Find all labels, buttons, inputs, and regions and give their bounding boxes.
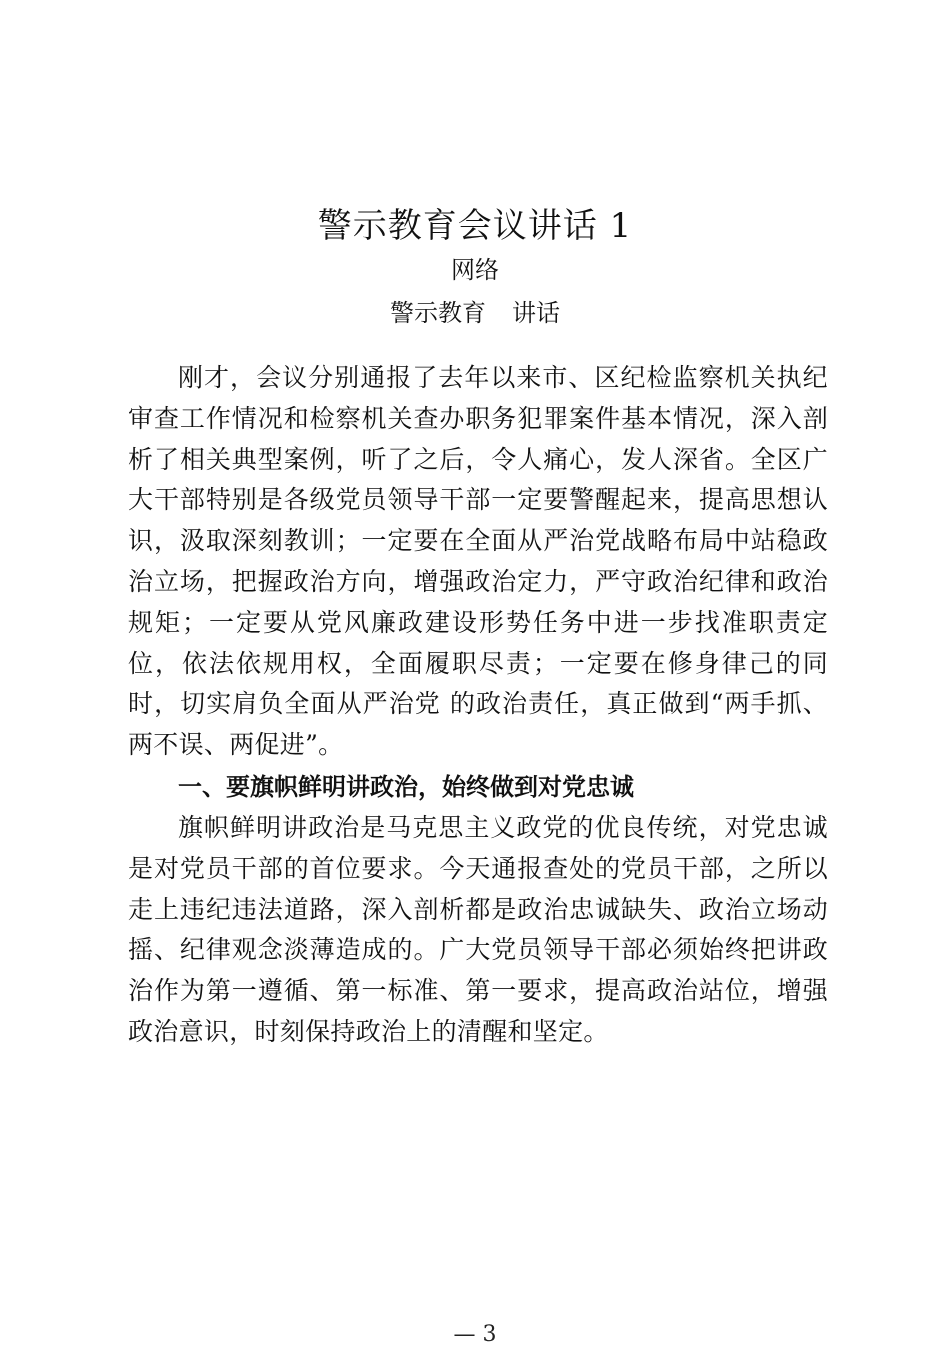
document-author: 网络 <box>451 256 499 284</box>
section-heading: 一、要旗帜鲜明讲政治，始终做到对党忠诚 <box>178 772 634 801</box>
body-paragraph: 刚才，会议分别通报了去年以来市、区纪检监察机关执纪审查工作情况和检察机关查办职务犯罪案件基本情况，深入剖析了相关典型案例，听了之后，令人痛心，发人深省。全区广大干部特别是各级党员领导干部一定要警醒起来，提高思想认识，汲取深刻教训；一定要在全面从严治党战略布局中站稳政治立场，把握政治方向，增强政治定力，严守政治纪律和政治规矩；一定要从党风廉政建设形势任务中进一步找准职责定位，依法依规用权，全面履职尽责；一定要在修身律己的同时，切实肩负全面从严治党 的政治责任，真正做到“两手抓、两不误、两促进”。 <box>128 363 828 760</box>
document-keywords <box>0 294 950 332</box>
document-body <box>128 358 828 1053</box>
keyword: 警示教育 <box>390 299 486 327</box>
document-title: 警示教育会议讲话 1 <box>317 206 633 246</box>
keyword: 讲话 <box>512 299 560 327</box>
body-paragraph: 旗帜鲜明讲政治是马克思主义政党的优良传统，对党忠诚是对党员干部的首位要求。今天通报查处的党员干部，之所以 走上违纪违法道路，深入剖析都是政治忠诚缺失、政治立场动 摇、纪律观念淡薄造成的。广大党员领导干部必须始终把讲政 治作为第一遵循、第一标准、第一要求，提高政治站位，增强 政治意识，时刻保持政治上的清醒和坚定。 <box>128 812 828 1046</box>
page-number: — 3 <box>453 1322 497 1347</box>
